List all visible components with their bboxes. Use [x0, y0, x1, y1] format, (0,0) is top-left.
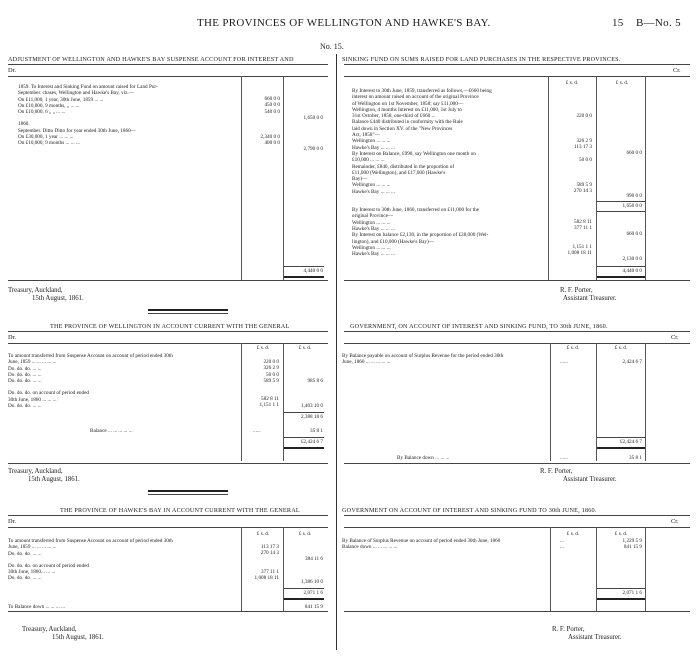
section-separator: [148, 494, 228, 495]
amount: 1,151 1 1: [259, 402, 279, 409]
text-line: Do. do. do. on account of period ended: [8, 390, 89, 397]
text-line: By Interest on Balance, £990, say Wellington one month on: [352, 150, 476, 157]
section1-right-title: SINKING FUND ON SUMS RAISED FOR LAND PURCHASES IN THE RESPECTIVE PROVINCES.: [342, 56, 621, 63]
text-line: 30th June, 1860... ... ...: [8, 569, 56, 576]
amount: 660 0 0: [264, 96, 280, 102]
text-line: Balance down ... ... ... ... ...: [342, 544, 398, 551]
text-line: Hawke's Bay ... ... ...: [352, 225, 395, 232]
section2-bottom-rule: [344, 463, 690, 464]
subtotal-rule: [284, 412, 324, 413]
text-line: On £10,000, 6 „ „ ... ...: [18, 109, 66, 116]
amount: 220 0 0: [263, 359, 279, 365]
signature-date: 15th August, 1861.: [32, 295, 84, 302]
text-line: Do. do. do. on account of period ended: [8, 562, 89, 569]
section2-right-title: GOVERNMENT, ON ACCOUNT OF INTEREST AND SINKING FUND, TO 30th JUNE, 1860.: [350, 323, 608, 330]
text-line: lington), and £10,000 (Hawke's Bay)—: [352, 238, 434, 245]
text-line: On £30,000, 1 year ... ... ...: [18, 134, 74, 141]
subtotal: 990 0 0: [626, 193, 642, 199]
section2-debit-entries: [8, 353, 173, 409]
lsd-header: £ s. d.: [614, 345, 628, 351]
text-line: Wellington ... ... ...: [352, 138, 391, 145]
text-line: Remainder, £840, distributed in the proportion of: [352, 163, 455, 170]
credit-amount: 2,424 6 7: [622, 359, 642, 365]
section1-left-col-line: [283, 76, 284, 280]
text-line: Act, 1858"—: [352, 132, 380, 139]
subtotal: 2,130 0 0: [622, 256, 642, 262]
text-line: By Interest to 30th June, 1860, transferred on £11,000 for the: [352, 207, 480, 214]
text-line: 30th June, 1860 ... ... ...: [8, 396, 57, 403]
page-center-divider: [336, 54, 337, 650]
amount: 1,008 18 11: [254, 574, 279, 581]
table-number: No. 15.: [320, 42, 344, 51]
amount: 589 5 9: [263, 377, 279, 384]
section1-bottom-rule: [344, 280, 690, 281]
text-line: Do. do. do. ... ...: [8, 550, 42, 557]
document-reference: B—No. 5: [636, 17, 681, 29]
section1-debit-subtotal: 1,650 0 0: [303, 115, 323, 121]
section3-credit-entries: [342, 538, 500, 551]
text-line: 31st October, 1858, one-third of £660 ...: [352, 113, 436, 120]
text-line: £11,000 (Wellington), and £17,000 (Hawke's: [352, 169, 446, 176]
dots: ......: [560, 359, 568, 365]
section3-debit-amounts: [243, 544, 279, 581]
section3-bottom-rule: [8, 611, 328, 612]
text-line: By Interest on balance £2,130, in the proportion of £28,000 (Wel-: [352, 232, 489, 239]
text-line: 1860.: [18, 121, 30, 128]
text-line: Wellington, 4 months Interest on £11,000, 1st July to: [352, 106, 462, 113]
section1-credit-label: Cr.: [673, 67, 681, 74]
section1-debit-label: Dr.: [8, 67, 16, 74]
text-line: By Interest to 30th June, 1859, transferred as follows,—£660 being: [352, 88, 492, 94]
lsd-header: £ s. d.: [298, 531, 312, 537]
subtotal: 1,386 10 0: [300, 579, 323, 585]
signature-name: R. F. Porter,: [540, 468, 573, 475]
lsd-header: £ s. d.: [298, 345, 312, 351]
amount: 589 5 9: [576, 182, 592, 188]
text-line: Do. do. do. ... ...: [8, 365, 42, 372]
section1-right-rule: [344, 64, 690, 65]
lsd-header: £ s. d.: [615, 80, 629, 86]
text-line: £10,000 ... ... ...: [352, 157, 385, 164]
section3-col-line: [550, 527, 551, 611]
section2-bottom-rule: [8, 463, 328, 464]
balance-label: Balance ... ... ... ... ...: [90, 428, 133, 434]
text-line: Wellington ... ... ...: [352, 219, 391, 226]
section2-col-line: [241, 343, 242, 461]
section1-left-title: ADJUSTMENT OF WELLINGTON AND HAWKE'S BAY SUSPENSE ACCOUNT FOR INTEREST AND: [8, 56, 294, 63]
balance-down-label: By Balance down ... ... ...: [397, 455, 450, 461]
text-line: Wellington ... ... ...: [352, 182, 391, 189]
text-line: June, 1860 ... ... ... ... ...: [342, 359, 391, 366]
section2-debit-label: Dr.: [8, 334, 16, 341]
section1-debit-amounts: [243, 96, 280, 146]
total-double-rule: [284, 276, 324, 278]
amount: 270 14 3: [260, 550, 279, 557]
section1-left-rule: [8, 64, 328, 65]
page-title: THE PROVINCES OF WELLINGTON AND HAWKE'S BAY.: [197, 17, 491, 29]
text-line: On £10,000, 9 months, „ ... ...: [18, 102, 80, 109]
dots: [560, 538, 564, 551]
text-line: of Wellington on 1st November, 1858; say £11,000—: [352, 100, 464, 107]
signature-place: Treasury, Auckland,: [22, 626, 77, 633]
balance-down-value: 35 8 1: [629, 455, 642, 461]
amount: 113 17 3: [261, 544, 279, 550]
section1-left-header-rule: [8, 76, 328, 77]
signature-name: R. F. Porter,: [560, 287, 593, 294]
amount: 220 0 0: [576, 113, 592, 119]
text-line: September. chases, Wellington and Hawke's Bay, viz.—: [18, 90, 134, 97]
text-line: Hawke's Bay ... ... ...: [352, 144, 395, 151]
text-line: By Balance of Surplus Revenue on account of period ended 30th June, 1860: [342, 538, 501, 544]
subtotal: 1,650 0 0: [622, 203, 642, 209]
text-line: By Balance payable on account of Surplus Revenue for the period ended 30th: [342, 353, 504, 359]
amount: 326 2 9: [263, 365, 279, 372]
amount: 50 0 0: [266, 371, 279, 378]
dots-line: ...: [560, 544, 564, 551]
section1-right-col-line: [548, 76, 549, 280]
section-separator: [148, 313, 228, 314]
section1-debit-entries: [18, 84, 158, 147]
section3-col-line: [645, 527, 646, 611]
section1-left-col-line: [241, 76, 242, 280]
section3-right-rule: [344, 515, 690, 516]
section2-right-header-rule: [344, 343, 690, 344]
section3-bottom-rule: [344, 611, 690, 612]
subtotal: 660 0 0: [626, 231, 642, 237]
signature-date: 15th August, 1861.: [52, 634, 104, 641]
text-line: Do. do. do. ... ...: [8, 575, 42, 582]
section1-debit-total: 4,440 0 0: [303, 268, 323, 274]
section2-left-header-rule: [8, 343, 328, 344]
text-line: 1859. To Interest and Sinking Fund on amount raised for Land Pur-: [18, 84, 158, 90]
amount: 450 0 0: [264, 102, 280, 109]
section2-credit-total: £2,424 6 7: [619, 439, 642, 445]
section2-left-title: THE PROVINCE OF WELLINGTON IN ACCOUNT CURRENT WITH THE GENERAL: [50, 323, 290, 330]
amount: 1,008 18 11: [567, 250, 592, 256]
amount: 326 2 9: [576, 138, 592, 144]
total-double-rule: [284, 447, 324, 449]
section3-left-header-rule: [8, 527, 328, 528]
subtotal: 1,403 10 0: [300, 403, 323, 409]
dots-line: ...: [560, 538, 564, 544]
text-line: Wellington ... ... ...: [352, 244, 391, 251]
balance-down-label: To Balance down ... ... ... ...: [8, 604, 65, 610]
text-line: Hawke's Bay ... ... ...: [352, 188, 395, 195]
section2-credit-entries: [342, 353, 503, 366]
total-rule: [284, 437, 324, 438]
signature-title: Assistant Treasurer.: [563, 476, 617, 483]
total-rule: [597, 266, 645, 267]
page-number: 15: [612, 17, 624, 29]
text-line: To amount transferred from Suspense Account on account of period ended 30th: [8, 538, 173, 544]
section1-right-header-rule: [344, 76, 690, 77]
section1-credit-total: 4,440 0 0: [622, 268, 642, 274]
lsd-header: £ s. d.: [566, 345, 580, 351]
section2-col-line: [283, 343, 284, 461]
amount: 377 11 1: [261, 568, 279, 575]
total-rule: [597, 588, 645, 589]
total-double-rule: [284, 598, 324, 600]
signature-title: Assistant Treasurer.: [563, 295, 617, 302]
section3-right-header-rule: [344, 527, 690, 528]
text-line: September. Ditto Ditto for year ended 30th June, 1860—: [18, 127, 136, 134]
total-double-rule: [597, 276, 645, 278]
section2-left-rule: [8, 331, 328, 332]
subtotal: 985 8 6: [307, 378, 323, 384]
signature-place: Treasury, Auckland,: [8, 468, 63, 475]
balance-down-value: 841 15 9: [304, 604, 323, 610]
section-separator: [148, 490, 228, 492]
amount: 270 14 3: [573, 188, 592, 194]
lsd-header: £ s. d.: [256, 531, 270, 537]
section3-debit-total: 2,071 1 6: [303, 590, 323, 596]
text-line: Do. do. do. ... ...: [8, 371, 42, 378]
amount: 582 8 11: [574, 219, 592, 225]
amount: 50 0 0: [579, 157, 592, 163]
amount: 582 8 11: [261, 396, 279, 403]
text-line: To amount transferred from Suspense Account on account of period ended 30th: [8, 353, 173, 359]
amount: 841 15 9: [623, 544, 642, 551]
subtotal-rule: [597, 211, 645, 212]
total-rule: [284, 266, 324, 267]
subtotal: 2,388 18 6: [300, 414, 323, 420]
amount: 113 17 3: [574, 144, 592, 150]
balance-dots: ......: [253, 428, 261, 434]
balance-value: 35 8 1: [310, 428, 323, 434]
section3-debit-entries: [8, 538, 173, 582]
section2-debit-amounts: [243, 359, 279, 409]
text-line: Do. do. do. ... ...: [8, 378, 42, 385]
total-rule: [284, 588, 324, 589]
section2-col-line: [596, 343, 597, 461]
section1-right-col-line: [645, 76, 646, 280]
text-line: Balance £440 distributed in conformity with the Rule: [352, 119, 463, 126]
section2-credit-label: Cr.: [671, 334, 679, 341]
text-line: June, 1859 ... ... ... ... ...: [8, 544, 57, 551]
subtotal-rule: [597, 201, 645, 202]
text-line: laid down in Section XV. of the "New Provinces: [352, 125, 453, 132]
amount: 400 0 0: [264, 140, 280, 147]
amount: 540 0 0: [264, 108, 280, 115]
signature-name: R. F. Porter,: [552, 626, 585, 633]
text-line: On £11,000, 1 year, 30th June, 1859 ... ...: [18, 96, 104, 103]
section2-right-rule: [344, 331, 690, 332]
text-line: June, 1859 ... ... ... ... ...: [8, 359, 57, 366]
total-double-rule: [597, 447, 645, 449]
amount: 1,151 1 1: [572, 244, 592, 250]
subtotal: 384 11 6: [305, 556, 323, 562]
section1-debit-subtotal: 2,790 0 0: [303, 146, 323, 152]
section3-debit-label: Dr.: [8, 518, 16, 525]
section3-right-title: GOVERNMENT ON ACCOUNT OF INTEREST AND SINKING FUND TO 30th JUNE, 1860.: [342, 507, 597, 514]
section1-right-col-line: [596, 76, 597, 280]
section3-left-title: THE PROVINCE OF HAWKE'S BAY IN ACCOUNT CURRENT WITH THE GENERAL: [60, 507, 300, 514]
text-line: Hawke's Bay ... ... ...: [352, 251, 395, 258]
lsd-header: £ s. d.: [256, 345, 270, 351]
lsd-header: £ s. d.: [565, 80, 579, 86]
credit-amounts: [598, 538, 642, 551]
section-separator: [148, 309, 228, 311]
text-line: interest on amount raised on account of the original Province: [352, 94, 479, 101]
total-rule: [597, 437, 645, 438]
section2-col-line: [550, 343, 551, 461]
text-line: Bay)—: [352, 176, 368, 183]
text-line: Do. do. do. ... ...: [8, 403, 42, 410]
section3-credit-total: 2,071 1 6: [622, 590, 642, 596]
total-double-rule: [597, 598, 645, 600]
amount: 2,340 0 0: [260, 133, 280, 140]
section2-col-line: [645, 343, 646, 461]
signature-place: Treasury, Auckland,: [8, 287, 63, 294]
section3-left-rule: [8, 515, 328, 516]
text-line: On £10,000, 9 months ... ... ...: [18, 140, 80, 147]
text-line: original Province—: [352, 213, 394, 220]
dots: ......: [560, 455, 568, 461]
section2-debit-total: £2,424 6 7: [300, 439, 323, 445]
section1-credit-entries: [352, 88, 492, 257]
signature-title: Assistant Treasurer.: [568, 634, 622, 641]
subtotal: 660 0 0: [626, 150, 642, 156]
signature-date: 15th August, 1861.: [28, 476, 80, 483]
section3-credit-label: Cr.: [671, 518, 679, 525]
amount: 1,229 5 9: [622, 538, 642, 544]
lsd-header: £ s. d.: [566, 531, 580, 537]
lsd-header: £ s. d.: [614, 531, 628, 537]
section3-col-line: [241, 527, 242, 611]
section1-bottom-rule: [8, 280, 328, 281]
amount: 377 11 1: [574, 225, 592, 231]
